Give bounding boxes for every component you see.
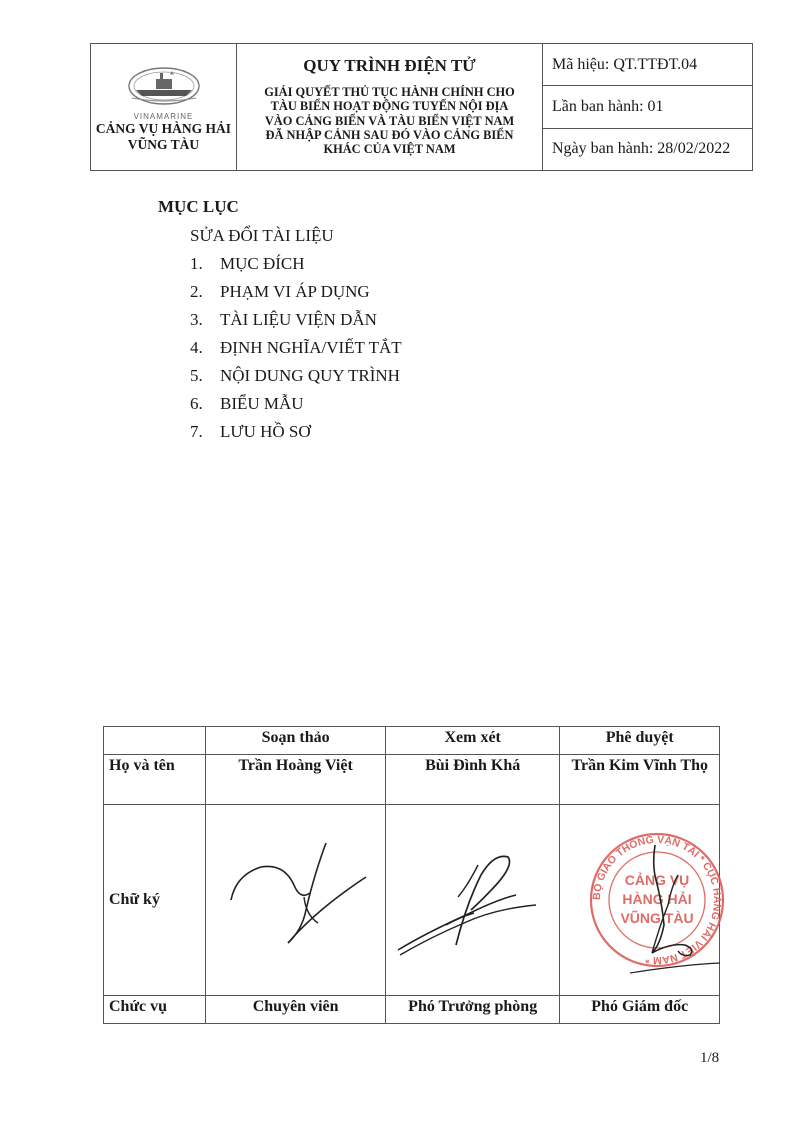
position-approve: Phó Giám đốc xyxy=(560,996,720,1024)
page-number: 1/8 xyxy=(700,1050,720,1066)
position-draft: Chuyên viên xyxy=(206,996,386,1024)
name-review: Bùi Đình Khá xyxy=(385,755,560,805)
row-signature-label: Chữ ký xyxy=(104,805,206,996)
toc-item xyxy=(190,250,402,278)
document-title: QUY TRÌNH ĐIỆN TỬ xyxy=(303,56,476,75)
subtitle-line: VÀO CẢNG BIỂN VÀ TÀU BIỂN VIỆT NAM xyxy=(264,113,515,128)
toc-item xyxy=(190,362,402,390)
name-draft: Trần Hoàng Việt xyxy=(206,755,386,805)
approval-stamp xyxy=(560,805,725,995)
toc-item xyxy=(190,390,402,418)
signature-approve xyxy=(560,805,724,996)
stamp-outer-text: BỘ GIAO THÔNG VẬN TẢI * CỤC HÀNG HẢI VIỆT NAM * xyxy=(591,833,724,967)
toc-item-label: MỤC ĐÍCH xyxy=(220,254,305,273)
document-header xyxy=(90,43,753,171)
row-position-label: Chức vụ xyxy=(104,996,206,1024)
document-issue-date: Ngày ban hành: 28/02/2022 xyxy=(543,128,753,170)
toc-item-label: ĐỊNH NGHĨA/VIẾT TẮT xyxy=(220,338,402,357)
signature-review-drawing xyxy=(386,805,551,995)
toc-item-number: 5. xyxy=(190,366,203,385)
col-review: Xem xét xyxy=(385,727,560,755)
stamp-inner-line1: CẢNG VỤ xyxy=(625,872,690,888)
corner-cell xyxy=(104,727,206,755)
title-cell xyxy=(237,44,543,171)
stamp-inner-line2: HÀNG HẢI xyxy=(622,891,693,907)
toc-item-number: 6. xyxy=(190,394,203,413)
org-cell xyxy=(91,44,237,171)
toc-item-label: NỘI DUNG QUY TRÌNH xyxy=(220,366,400,385)
toc-item-number: 1. xyxy=(190,254,203,273)
toc-item-label: BIỂU MẪU xyxy=(220,394,304,413)
document-subtitle xyxy=(237,85,542,156)
toc-item-label: LƯU HỒ SƠ xyxy=(220,422,311,441)
signature-draft xyxy=(206,805,386,996)
signature-draft-drawing xyxy=(206,805,406,995)
document-code: Mã hiệu: QT.TTĐT.04 xyxy=(543,44,753,86)
toc-revision: SỬA ĐỔI TÀI LIỆU xyxy=(190,226,334,245)
toc-item-number: 2. xyxy=(190,282,203,301)
toc-item-label: PHẠM VI ÁP DỤNG xyxy=(220,282,370,301)
org-name-line2: VŨNG TÀU xyxy=(127,137,200,152)
toc-item xyxy=(190,334,402,362)
col-approve: Phê duyệt xyxy=(560,727,720,755)
row-name-label: Họ và tên xyxy=(104,755,206,805)
position-review: Phó Trưởng phòng xyxy=(385,996,560,1024)
signature-review xyxy=(385,805,560,996)
document-edition: Lần ban hành: 01 xyxy=(543,86,753,128)
toc-item xyxy=(190,278,402,306)
signoff-table xyxy=(103,726,724,1024)
org-logo xyxy=(91,65,236,112)
org-logo-text: VINAMARINE xyxy=(133,112,194,121)
org-name-line1: CẢNG VỤ HÀNG HẢI xyxy=(95,121,232,136)
toc-item xyxy=(190,418,402,446)
subtitle-line: ĐÃ NHẬP CẢNH SAU ĐÓ VÀO CẢNG BIỂN xyxy=(265,127,514,142)
stamp-inner-line3: VŨNG TÀU xyxy=(620,910,695,926)
toc-item-label: TÀI LIỆU VIỆN DẪN xyxy=(220,310,377,329)
toc-item-number: 3. xyxy=(190,310,203,329)
toc-item xyxy=(190,306,402,334)
subtitle-line: KHÁC CỦA VIỆT NAM xyxy=(323,142,456,157)
toc-item-number: 4. xyxy=(190,338,203,357)
subtitle-line: TÀU BIỂN HOẠT ĐỘNG TUYẾN NỘI ĐỊA xyxy=(270,99,509,114)
toc-title: MỤC LỤC xyxy=(158,197,239,216)
subtitle-line: GIẢI QUYẾT THỦ TỤC HÀNH CHÍNH CHO xyxy=(264,85,515,99)
name-approve: Trần Kim Vĩnh Thọ xyxy=(560,755,720,805)
toc-item-number: 7. xyxy=(190,422,203,441)
col-draft: Soạn thảo xyxy=(206,727,386,755)
table-of-contents xyxy=(158,197,402,446)
